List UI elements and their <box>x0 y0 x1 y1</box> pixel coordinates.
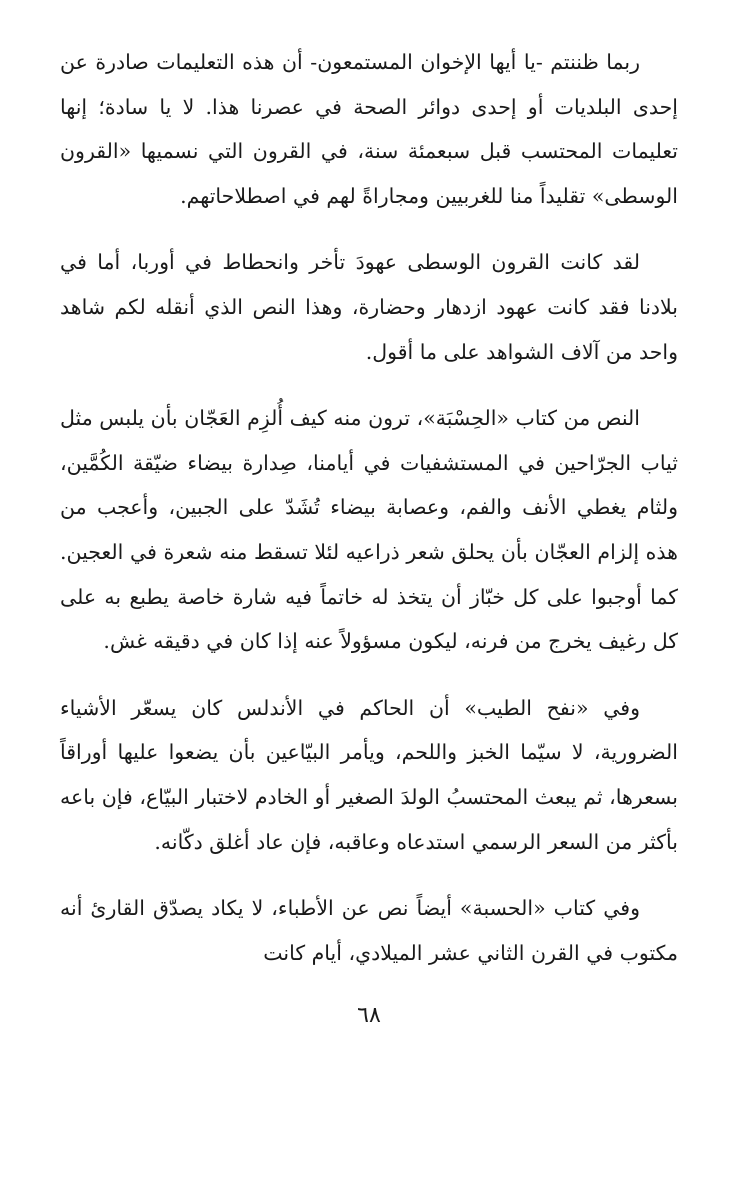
paragraph-3: النص من كتاب «الحِسْبَة»، ترون منه كيف أُلزِم العَجّان بأن يلبس مثل ثياب الجرّاحين في المستشفيات في أيامنا، صِدارة بيضاء ضيّقة الكُمَّين، ولثام يغطي الأنف والفم، وعصابة بيضاء تُشَدّ على الجبين، وأعجب من هذه إلزام العجّان بأن يحلق شعر ذراعيه لئلا تسقط منه شعرة في العجين. كما أوجبوا على كل خبّاز أن يتخذ له خاتماً فيه شارة خاصة يطبع به على كل رغيف يخرج من فرنه، ليكون مسؤولاً عنه إذا كان في دقيقه غش. <box>60 406 678 654</box>
paragraph-4: وفي «نفح الطيب» أن الحاكم في الأندلس كان يسعّر الأشياء الضرورية، لا سيّما الخبز واللحم، ويأمر البيّاعين بأن يضعوا عليها أوراقاً بسعرها، ثم يبعث المحتسبُ الولدَ الصغير أو الخادم لاختبار البيّاع، فإن باعه بأكثر من السعر الرسمي استدعاه وعاقبه، فإن عاد أغلق دكّانه. <box>60 695 678 854</box>
book-page <box>60 40 678 1150</box>
paragraph-2: لقد كانت القرون الوسطى عهودَ تأخر وانحطاط في أوربا، أما في بلادنا فقد كانت عهود ازدهار وحضارة، وهذا النص الذي أنقله لكم شاهد واحد من آلاف الشواهد على ما أقول. <box>60 250 678 364</box>
paragraph-1: ربما ظننتم -يا أيها الإخوان المستمعون- أن هذه التعليمات صادرة عن إحدى البلديات أو إحدى دوائر الصحة في عصرنا هذا. لا يا سادة؛ إنها تعليمات المحتسب قبل سبعمئة سنة، في القرون التي نسميها «القرون الوسطى» تقليداً منا للغربيين ومجاراةً لهم في اصطلاحاتهم. <box>60 50 678 208</box>
paragraph-5: وفي كتاب «الحسبة» أيضاً نص عن الأطباء، لا يكاد يصدّق القارئ أنه مكتوب في القرن الثاني عشر الميلادي، أيام كانت <box>60 896 678 965</box>
page-number: ٦٨ <box>357 1003 381 1028</box>
